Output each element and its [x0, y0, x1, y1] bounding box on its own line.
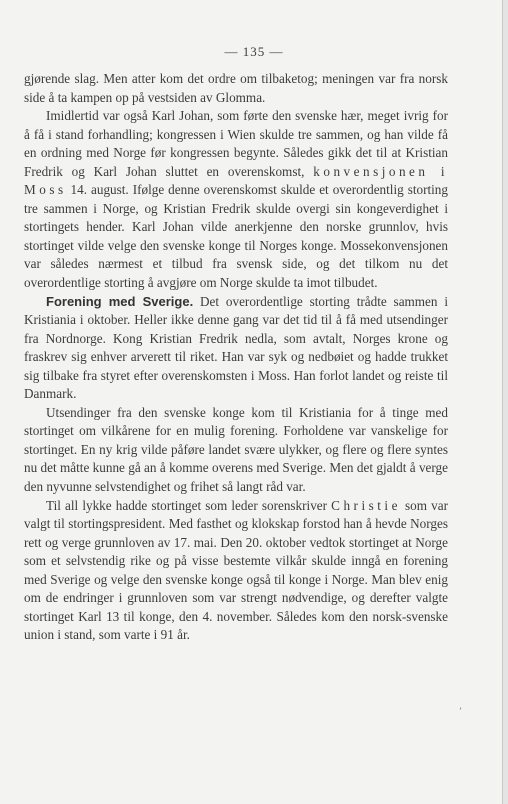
- body-text: [24, 70, 448, 645]
- page-number: — 135 —: [224, 44, 284, 59]
- paragraph-p5: [24, 497, 448, 645]
- paragraph-p1: [24, 70, 448, 107]
- paragraph-p2: [24, 107, 448, 292]
- text-run: Utsendinger fra den svenske konge kom til Kristiania for å tinge med stortinget om vilkårene for en mulig forening. Forholdene var vanskelige for stortinget. En ny krig vilde påføre landet svære ulykker, og flere og flere syntes nu det måtte kunne gå an å komme overens med Sverige. Men det gjaldt å verge den nyvunne selvstendighet og frihet så langt råd var.: [24, 404, 448, 495]
- text-run: som var valgt til stortingspresident. Med fasthet og klokskap forstod han å hevde Norges rett og verge grunnloven av 17. mai. Den 20. oktober vedtok stortinget at Norge som et selvstendig rike og på visse bestemte vilkår skulde inngå en forening med Sverige og velge den svenske konge også til konge i Norge. Man blev enig om de endringer i grunnloven som var strengt nødvendige, og derefter valgte stortinget Karl 13 til konge, den 4. november. Således kom den norsk-svenske union i stand, som varte i 91 år.: [24, 497, 448, 643]
- text-run: Til all lykke hadde stortinget som leder sorenskriver: [46, 497, 332, 513]
- text-run: gjørende slag. Men atter kom det ordre om tilbaketog; meningen var fra norsk side å ta kampen op på vestsiden av Glomma.: [24, 71, 448, 105]
- paragraph-p4: [24, 404, 448, 497]
- paragraph-p3: [24, 293, 448, 404]
- spaced-text: Christie: [331, 497, 401, 513]
- text-run: Imidlertid var også Karl Johan, som førte den svenske hær, meget ivrig for å få i stand forhandling; kongressen i Wien skulde tre sammen, og han vilde få en ordning med Norge før kongressen begynte. Således gikk det til at Kristian Fredrik og Karl Johan sluttet en overenskomst,: [24, 108, 448, 179]
- text-run: Det overordentlige storting trådte sammen i Kristiania i oktober. Heller ikke denne gang var det tid til å få med utsendinger fra Nordnorge. Kong Kristian Fredrik nedla, som avtalt, Norges krone og fraskrev sig enhver arverett til riket. Han var syk og nedbøiet og hadde trukket sig tilbake fra styret efter overenskomsten i Moss. Han forlot landet og reiste til Danmark.: [24, 293, 448, 402]
- text-run: 14. august. Ifølge denne overenskomst skulde et overordentlig storting tre sammen i Norge, og Kristian Fredrik skulde overgi sin kongeverdighet i stortingets hender. Karl Johan vilde anerkjenne den norske grunnlov, hvis stortinget vilde velge den svenske konge til Norges konge. Mossekonvensjonen var således nærmest et tilbud fra svensk side, og det tilkom nu det overordentlige storting å avgjøre om Norge skulde ta imot tilbudet.: [24, 182, 448, 291]
- margin-mark: ʼ: [459, 706, 462, 716]
- spaced-text: konvensjonen i Moss: [24, 163, 448, 198]
- section-heading: Forening med Sverige.: [46, 293, 194, 309]
